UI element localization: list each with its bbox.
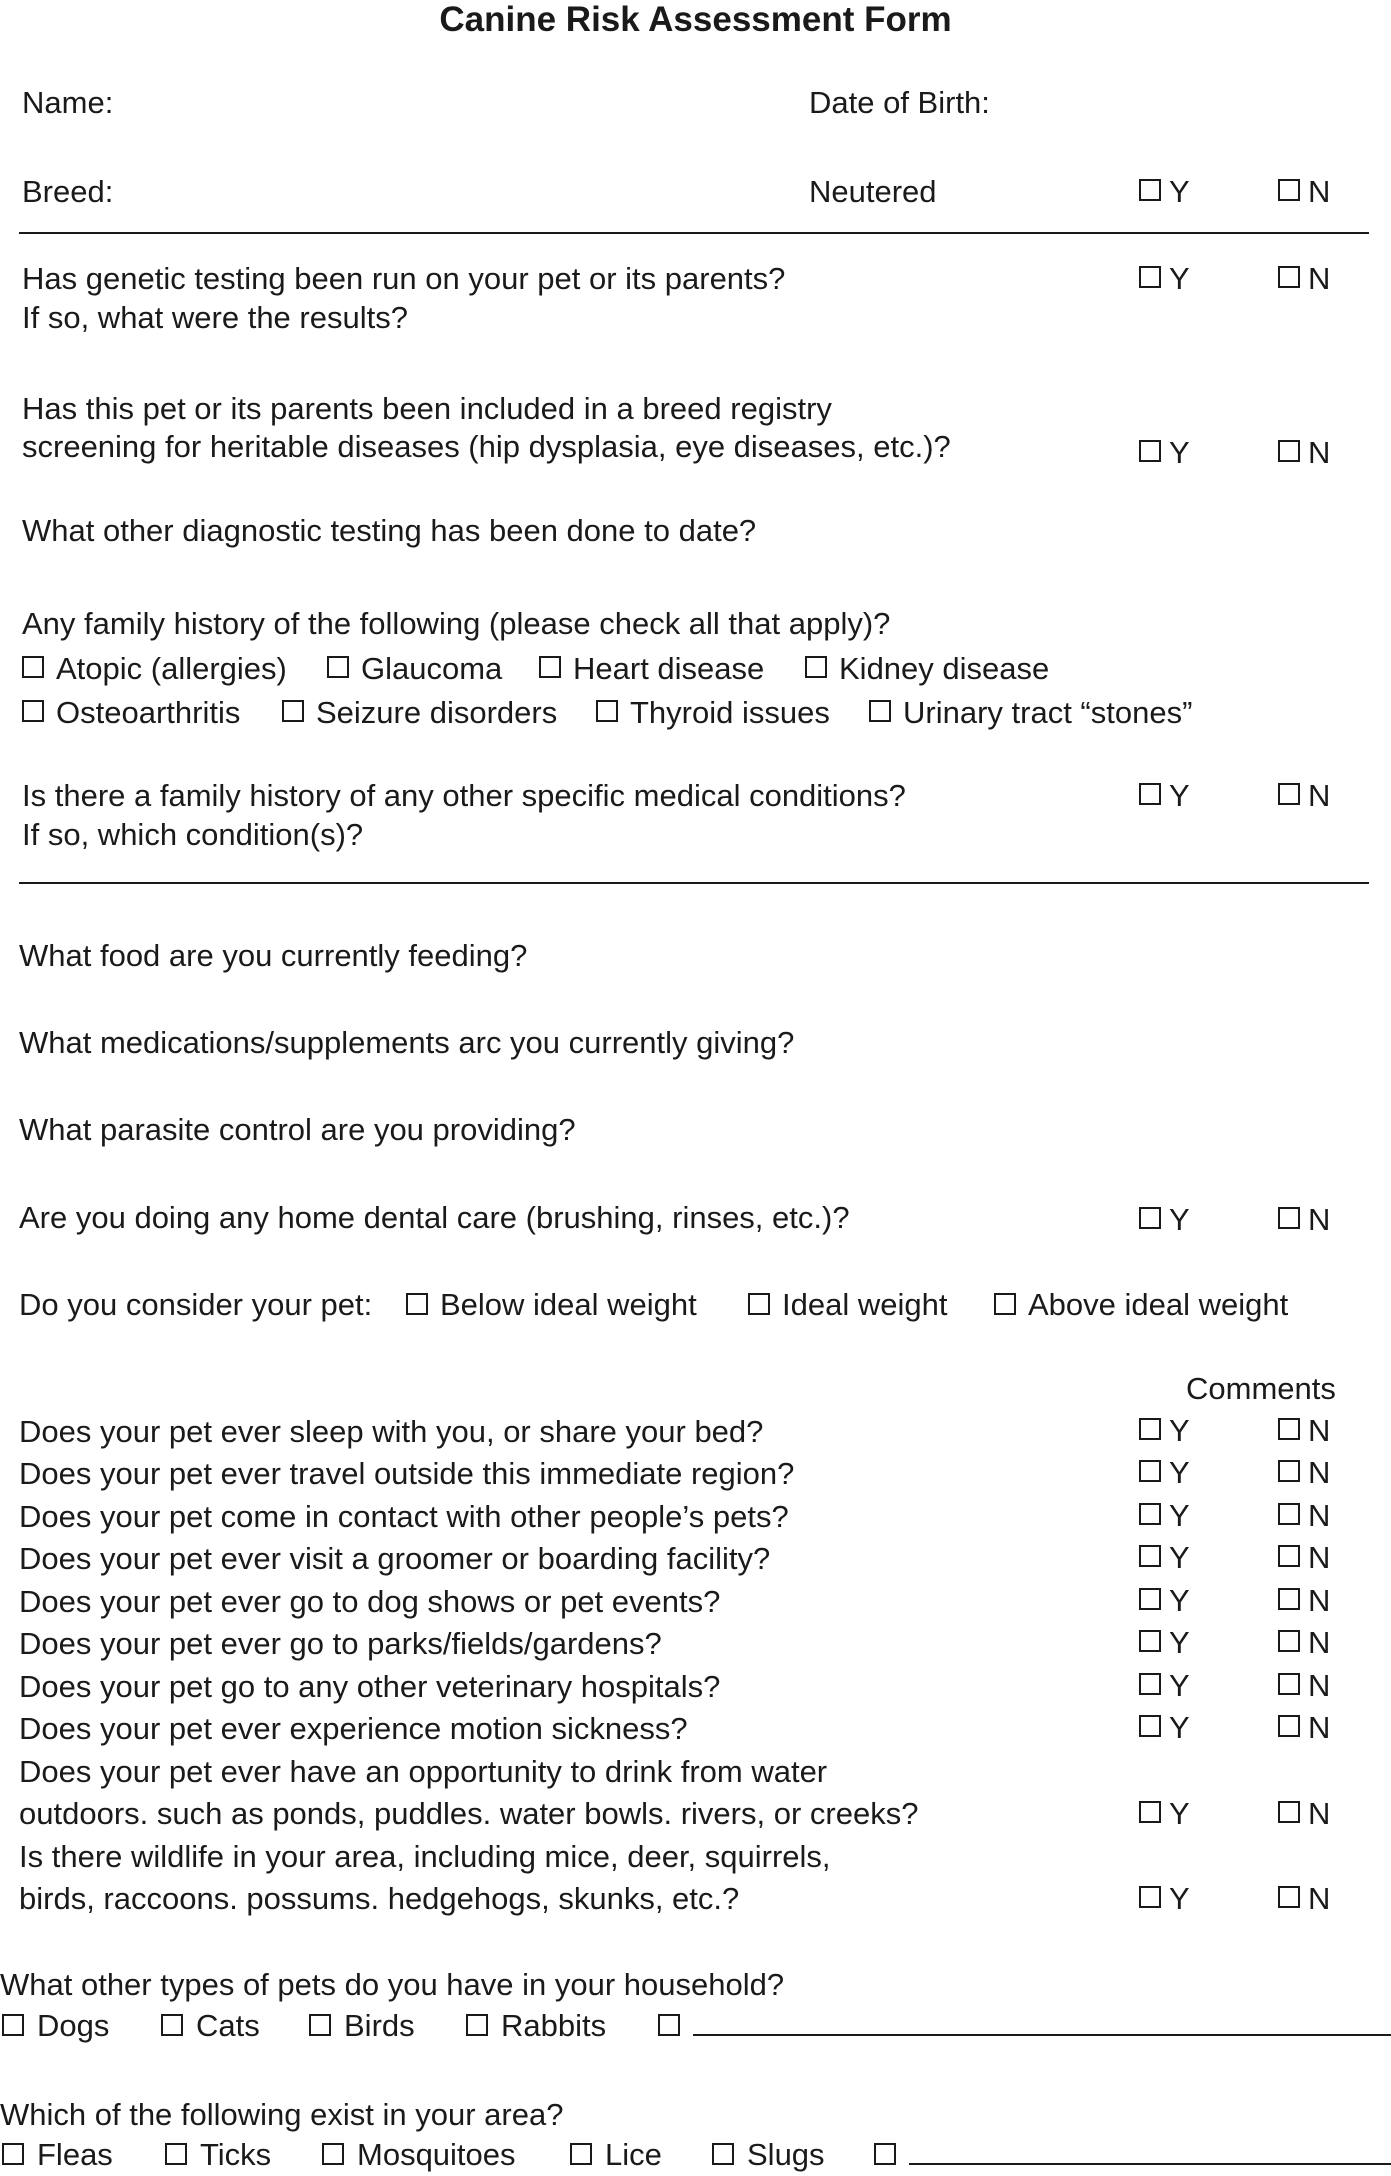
mosquitoes-checkbox[interactable] [322,2143,344,2165]
water-yes-checkbox[interactable] [1139,1801,1161,1823]
birds-label: Birds [344,2008,415,2043]
dob-label: Date of Birth: [809,85,990,120]
glaucoma-checkbox[interactable] [327,656,349,678]
dental-no-checkbox[interactable] [1278,1207,1300,1229]
breed-registry-no-checkbox[interactable] [1278,440,1300,462]
neutered-yes-label: Y [1169,174,1190,209]
motion-yes-checkbox[interactable] [1139,1715,1161,1737]
shows-no-label: N [1308,1583,1331,1618]
medications-question: What medications/supplements arc you currently giving? [19,1025,795,1060]
motion-no-label: N [1308,1710,1331,1745]
weight-prompt: Do you consider your pet: [19,1287,373,1322]
other-conditions-yes-checkbox[interactable] [1139,783,1161,805]
breed-label: Breed: [22,174,114,209]
name-label: Name: [22,85,114,120]
dogs-label: Dogs [37,2008,110,2043]
vet-no-label: N [1308,1668,1331,1703]
fleas-checkbox[interactable] [2,2143,24,2165]
other-conditions-yes-label: Y [1169,778,1190,813]
rabbits-label: Rabbits [501,2008,607,2043]
genetic-testing-no-checkbox[interactable] [1278,266,1300,288]
atopic-label: Atopic (allergies) [56,651,287,686]
thyroid-issues-label: Thyroid issues [630,695,830,730]
breed-registry-yes-checkbox[interactable] [1139,440,1161,462]
other-conditions-followup: If so, which condition(s)? [22,817,364,852]
breed-registry-yes-label: Y [1169,435,1190,470]
lifestyle-question-motion: Does your pet ever experience motion sickness? [19,1711,688,1746]
water-no-checkbox[interactable] [1278,1801,1300,1823]
travel-yes-checkbox[interactable] [1139,1460,1161,1482]
parasite-question: What parasite control are you providing? [19,1112,576,1147]
water-yes-label: Y [1169,1796,1190,1831]
other-conditions-question: Is there a family history of any other specific medical conditions? [22,778,906,813]
osteoarthritis-label: Osteoarthritis [56,695,241,730]
wildlife-yes-checkbox[interactable] [1139,1886,1161,1908]
neutered-no-checkbox[interactable] [1278,179,1300,201]
vet-yes-checkbox[interactable] [1139,1673,1161,1695]
birds-checkbox[interactable] [309,2014,331,2036]
contact-no-label: N [1308,1498,1331,1533]
lice-checkbox[interactable] [570,2143,592,2165]
vet-yes-label: Y [1169,1668,1190,1703]
genetic-testing-no-label: N [1308,261,1331,296]
lifestyle-question-parks: Does your pet ever go to parks/fields/gardens? [19,1626,662,1661]
rabbits-checkbox[interactable] [466,2014,488,2036]
motion-yes-label: Y [1169,1710,1190,1745]
mosquitoes-label: Mosquitoes [357,2137,516,2172]
lifestyle-question-sleep: Does your pet ever sleep with you, or share your bed? [19,1414,764,1449]
neutered-no-label: N [1308,174,1331,209]
fleas-label: Fleas [37,2137,113,2172]
other-conditions-no-label: N [1308,778,1331,813]
kidney-disease-label: Kidney disease [839,651,1050,686]
wildlife-no-label: N [1308,1881,1331,1916]
ideal-weight-label: Ideal weight [782,1287,948,1322]
groomer-yes-checkbox[interactable] [1139,1545,1161,1567]
ideal-weight-checkbox[interactable] [748,1293,770,1315]
wildlife-question-cont: birds, raccoons. possums. hedgehogs, skunks, etc.? [19,1881,740,1916]
slugs-label: Slugs [747,2137,825,2172]
food-question: What food are you currently feeding? [19,938,528,973]
seizure-disorders-checkbox[interactable] [282,700,304,722]
genetic-testing-yes-checkbox[interactable] [1139,266,1161,288]
other-pest-checkbox[interactable] [874,2143,896,2165]
shows-no-checkbox[interactable] [1278,1588,1300,1610]
shows-yes-checkbox[interactable] [1139,1588,1161,1610]
dental-question: Are you doing any home dental care (brushing, rinses, etc.)? [19,1200,850,1235]
lifestyle-question-contact: Does your pet come in contact with other people’s pets? [19,1499,789,1534]
sleep-yes-checkbox[interactable] [1139,1418,1161,1440]
lice-label: Lice [605,2137,662,2172]
groomer-yes-label: Y [1169,1540,1190,1575]
kidney-disease-checkbox[interactable] [805,656,827,678]
neutered-label: Neutered [809,174,937,209]
genetic-results-question: If so, what were the results? [22,300,408,335]
seizure-disorders-label: Seizure disorders [316,695,558,730]
glaucoma-label: Glaucoma [361,651,503,686]
family-history-prompt: Any family history of the following (please check all that apply)? [22,606,891,641]
comments-header: Comments [1186,1371,1336,1406]
travel-no-label: N [1308,1455,1331,1490]
contact-yes-checkbox[interactable] [1139,1503,1161,1525]
cats-label: Cats [196,2008,260,2043]
area-pests-prompt: Which of the following exist in your area? [0,2097,564,2132]
lifestyle-question-vet: Does your pet go to any other veterinary hospitals? [19,1669,721,1704]
diagnostic-testing-question: What other diagnostic testing has been done to date? [22,513,757,548]
genetic-testing-question: Has genetic testing been run on your pet or its parents? [22,261,786,296]
above-ideal-weight-label: Above ideal weight [1028,1287,1289,1322]
travel-no-checkbox[interactable] [1278,1460,1300,1482]
osteoarthritis-checkbox[interactable] [22,700,44,722]
vet-no-checkbox[interactable] [1278,1673,1300,1695]
other-conditions-no-checkbox[interactable] [1278,783,1300,805]
shows-yes-label: Y [1169,1583,1190,1618]
contact-yes-label: Y [1169,1498,1190,1533]
heart-disease-checkbox[interactable] [539,656,561,678]
other-pest-fill-line[interactable] [909,2163,1391,2165]
water-question: Does your pet ever have an opportunity to drink from water [19,1754,828,1789]
atopic-checkbox[interactable] [22,656,44,678]
heart-disease-label: Heart disease [573,651,765,686]
sleep-yes-label: Y [1169,1413,1190,1448]
other-pet-fill-line[interactable] [693,2034,1391,2036]
section-divider [19,232,1369,234]
above-ideal-weight-checkbox[interactable] [994,1293,1016,1315]
parks-no-checkbox[interactable] [1278,1630,1300,1652]
breed-registry-no-label: N [1308,435,1331,470]
groomer-no-checkbox[interactable] [1278,1545,1300,1567]
below-ideal-weight-label: Below ideal weight [440,1287,697,1322]
water-question-cont: outdoors. such as ponds, puddles. water bowls. rivers, or creeks? [19,1796,919,1831]
neutered-yes-checkbox[interactable] [1139,179,1161,201]
sleep-no-label: N [1308,1413,1331,1448]
parks-no-label: N [1308,1625,1331,1660]
ticks-checkbox[interactable] [165,2143,187,2165]
urinary-stones-label: Urinary tract “stones” [903,695,1193,730]
slugs-checkbox[interactable] [712,2143,734,2165]
contact-no-checkbox[interactable] [1278,1503,1300,1525]
lifestyle-question-travel: Does your pet ever travel outside this immediate region? [19,1456,795,1491]
section-divider [19,882,1369,884]
other-pet-checkbox[interactable] [658,2014,680,2036]
form-title: Canine Risk Assessment Form [439,0,952,39]
parks-yes-checkbox[interactable] [1139,1630,1161,1652]
breed-registry-question-cont: screening for heritable diseases (hip dysplasia, eye diseases, etc.)? [22,429,951,464]
ticks-label: Ticks [200,2137,272,2172]
urinary-stones-checkbox[interactable] [869,700,891,722]
below-ideal-weight-checkbox[interactable] [406,1293,428,1315]
lifestyle-question-shows: Does your pet ever go to dog shows or pet events? [19,1584,721,1619]
sleep-no-checkbox[interactable] [1278,1418,1300,1440]
wildlife-no-checkbox[interactable] [1278,1886,1300,1908]
breed-registry-question: Has this pet or its parents been included in a breed registry [22,391,832,426]
dogs-checkbox[interactable] [2,2014,24,2036]
dental-yes-checkbox[interactable] [1139,1207,1161,1229]
thyroid-issues-checkbox[interactable] [596,700,618,722]
dental-no-label: N [1308,1202,1331,1237]
genetic-testing-yes-label: Y [1169,261,1190,296]
motion-no-checkbox[interactable] [1278,1715,1300,1737]
parks-yes-label: Y [1169,1625,1190,1660]
household-pets-prompt: What other types of pets do you have in your household? [0,1967,785,2002]
wildlife-yes-label: Y [1169,1881,1190,1916]
cats-checkbox[interactable] [161,2014,183,2036]
groomer-no-label: N [1308,1540,1331,1575]
wildlife-question: Is there wildlife in your area, including mice, deer, squirrels, [19,1839,831,1874]
lifestyle-question-groomer: Does your pet ever visit a groomer or boarding facility? [19,1541,771,1576]
dental-yes-label: Y [1169,1202,1190,1237]
water-no-label: N [1308,1796,1331,1831]
travel-yes-label: Y [1169,1455,1190,1490]
